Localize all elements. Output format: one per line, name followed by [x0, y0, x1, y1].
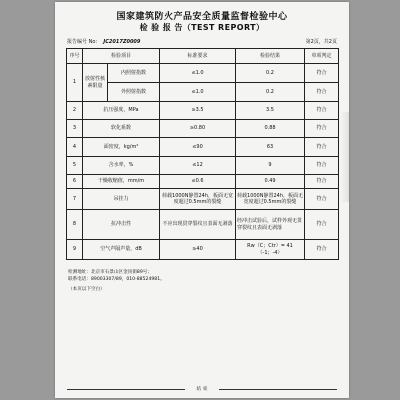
row-no: 6 — [67, 175, 83, 189]
row-verdict: 符合 — [305, 138, 339, 157]
row-requirement: ≥40 — [160, 240, 236, 260]
row-result: 63 — [236, 138, 305, 157]
row-result: 0.49 — [236, 175, 305, 189]
seam-stamp-mark — [341, 112, 349, 202]
row-no: 7 — [67, 189, 83, 210]
row-requirement: ≤1.0 — [160, 83, 236, 102]
header-requirement: 标准要求 — [160, 49, 236, 64]
row-item: 抗冲击性 — [83, 210, 160, 240]
row-requirement: 不应出现贯穿裂纹且表面无剥落 — [160, 210, 236, 240]
report-number — [67, 38, 140, 45]
report-number-label: 报告编号 No： — [67, 39, 101, 45]
row-group: 放射性核素限量 — [83, 64, 108, 102]
row-item: 含水率，% — [83, 157, 160, 175]
row-result: 3.5 — [236, 102, 305, 120]
table-row — [67, 120, 339, 138]
table-row — [67, 157, 339, 175]
row-result: 0.2 — [236, 64, 305, 83]
header-verdict: 单项判定 — [305, 49, 339, 64]
contact-phone: 联系电话：89003307/89，010-88524981。 — [68, 276, 165, 282]
row-verdict: 符合 — [305, 189, 339, 210]
row-requirement: ≤12 — [160, 157, 236, 175]
row-verdict: 符合 — [305, 102, 339, 120]
row-verdict: 符合 — [305, 210, 339, 240]
table-header-row — [67, 49, 339, 64]
row-requirement: 荷载1000N静置24h，板面无宽度超过0.5mm的裂缝 — [160, 189, 236, 210]
row-result: 9 — [236, 157, 305, 175]
row-verdict: 符合 — [305, 64, 339, 83]
institution-title: 国家建筑防火产品安全质量监督检验中心 — [116, 12, 288, 22]
row-no: 9 — [67, 240, 83, 260]
report-number-value: JC2017Z0009 — [103, 39, 141, 45]
end-mark: 结 束 — [196, 387, 208, 392]
row-requirement: ≥0.80 — [160, 120, 236, 138]
row-verdict: 符合 — [305, 240, 339, 260]
row-no: 4 — [67, 138, 83, 157]
table-row — [67, 64, 339, 83]
row-no: 2 — [67, 102, 83, 120]
row-requirement: ≤0.6 — [160, 175, 236, 189]
row-item: 抗压强度，MPa — [83, 102, 160, 120]
table-row — [67, 138, 339, 157]
row-requirement: ≤90 — [160, 138, 236, 157]
report-page — [55, 2, 349, 398]
row-item: 干燥收缩值，mm/m — [83, 175, 160, 189]
table-row — [67, 83, 339, 102]
table-row — [67, 102, 339, 120]
row-result: Rw（C；Ctr）= 41（-1；-4） — [236, 240, 305, 260]
table-row — [67, 175, 339, 189]
report-title: 检 验 报 告（TEST REPORT） — [139, 23, 265, 32]
row-no: 5 — [67, 157, 83, 175]
row-item: 外照射指数 — [108, 83, 160, 102]
row-verdict: 符合 — [305, 83, 339, 102]
row-result: 荷载1000N静置24h，板面无宽度超过0.5mm的裂缝 — [236, 189, 305, 210]
notes-block — [68, 270, 165, 294]
header-item: 检验项目 — [83, 49, 160, 64]
row-result: 经冲击试验后，试样外观无贯穿裂纹且表面无剥落 — [236, 210, 305, 240]
table-row — [67, 240, 339, 260]
header-result: 检验结果 — [236, 49, 305, 64]
table-row — [67, 210, 339, 240]
row-no: 1 — [67, 64, 83, 102]
row-no: 8 — [67, 210, 83, 240]
row-result: 0.88 — [236, 120, 305, 138]
row-item: 空气声隔声量，dB — [83, 240, 160, 260]
end-divider-right — [219, 389, 337, 390]
row-item: 内照射指数 — [108, 64, 160, 83]
table-row — [67, 189, 339, 210]
page-indicator: 第2页，共2页 — [305, 39, 337, 45]
row-item: 软化系数 — [83, 120, 160, 138]
test-results-table — [66, 48, 339, 260]
row-verdict: 符合 — [305, 120, 339, 138]
row-verdict: 符合 — [305, 175, 339, 189]
row-no: 3 — [67, 120, 83, 138]
test-address: 检测地址：北京市石景山区金顶街89号； — [68, 270, 152, 275]
row-verdict: 符合 — [305, 157, 339, 175]
row-requirement: ≥3.5 — [160, 102, 236, 120]
row-item: 吊挂力 — [83, 189, 160, 210]
blank-notice: （本页以下空白） — [68, 286, 105, 292]
row-result: 0.2 — [236, 83, 305, 102]
row-item: 面密度，kg/m² — [83, 138, 160, 157]
header-no: 序号 — [67, 49, 83, 64]
row-requirement: ≤1.0 — [160, 64, 236, 83]
